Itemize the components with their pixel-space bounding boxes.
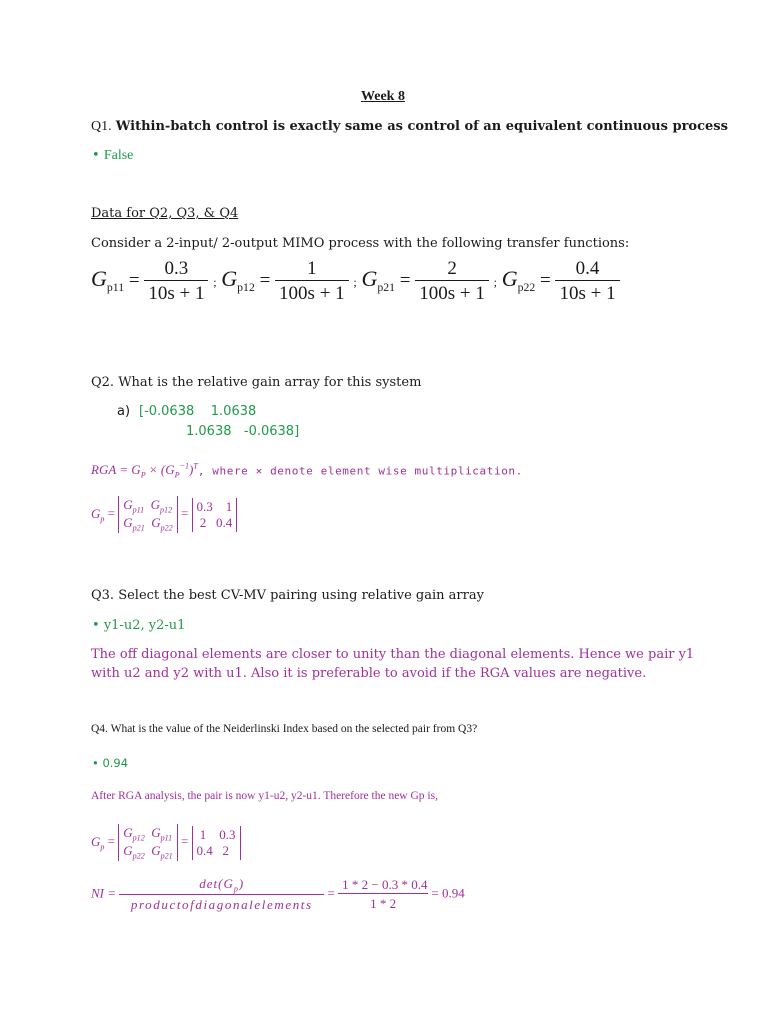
ni-fraction: $\frac{\det(G_p)}{\text{productofdiagonalelements}}$ (119, 876, 324, 913)
ni-result: = 0.94 (431, 885, 465, 901)
answer-text: False (103, 148, 134, 163)
question-4-explanation: After RGA analysis, the pair is now y1-u2, y2-u1. Therefore the new Gp is, (91, 790, 438, 802)
option-a-label: a) (117, 404, 131, 419)
question-3: Q3. Select the best CV-MV pairing using relative gain array (91, 588, 484, 603)
tf-gp11: $G_{p11}$ = $\frac{0.3}{10s + 1}$ (91, 270, 213, 291)
question-1-answer (92, 148, 133, 164)
new-gp-symbol-matrix: $G_{p12}$ $G_{p11}$ $G_{p22}$ $G_{p21}$ (118, 824, 177, 861)
rga-note: , where × denote element wise multiplication. (197, 464, 523, 478)
question-3-explanation-line2: with u2 and y2 with u1. Also it is preferable to avoid if the RGA values are negative. (91, 666, 647, 681)
intro-text: Consider a 2-input/ 2-output MIMO process with the following transfer functions: (91, 236, 630, 251)
question-1 (91, 119, 728, 135)
bullet-icon: • (92, 148, 100, 163)
new-gp-value-matrix: 1 0.3 0.4 2 (192, 826, 241, 860)
rga-formula: RGA = $G_P \times (G_P^{-1})^T$, where × denote element wise multiplication. (91, 462, 523, 480)
ni-equation: NI = $\frac{\det(G_p)}{\text{productofdiagonalelements}}$ = $\frac{1 * 2 - 0.3 * 0.4}{1 * 2}$ = 0.94 (91, 876, 465, 912)
tf-separator: ; (353, 274, 357, 289)
question-3-answer (92, 618, 185, 633)
new-gp-matrix-equation: $G_p$ = $G_{p12}$ $G_{p11}$ $G_{p22}$ $G_{p21}$ = 1 0.3 0.4 2 (91, 824, 241, 861)
question-3-explanation-line1: The off diagonal elements are closer to unity than the diagonal elements. Hence we pair y1 (91, 647, 695, 662)
page-title: Week 8 (361, 89, 405, 104)
question-1-label: Q1. (91, 119, 112, 134)
answer-text: y1-u2, y2-u1 (103, 618, 186, 633)
transfer-functions (91, 258, 620, 305)
tf-separator: ; (213, 274, 217, 289)
rga-answer-row2: 1.0638 -0.0638] (186, 424, 300, 439)
answer-text: 0.94 (102, 756, 129, 770)
ni-value-fraction: $\frac{1 * 2 - 0.3 * 0.4}{1 * 2}$ (338, 877, 428, 912)
tf-gp12: $G_{p12}$ = $\frac{1}{100s + 1}$ (221, 270, 353, 291)
bullet-icon: • (92, 756, 99, 770)
gp-value-matrix: 0.3 1 2 0.4 (192, 498, 238, 532)
question-4-answer (92, 756, 128, 770)
question-1-text: Within-batch control is exactly same as control of an equivalent continuous process (115, 119, 728, 134)
tf-separator: ; (493, 274, 497, 289)
data-heading: Data for Q2, Q3, & Q4 (91, 206, 239, 221)
rga-answer-row1: [-0.0638 1.0638 (139, 404, 257, 419)
gp-symbol-matrix: $G_{p11}$ $G_{p12}$ $G_{p21}$ $G_{p22}$ (118, 496, 177, 533)
question-2: Q2. What is the relative gain array for this system (91, 375, 422, 390)
tf-gp22: $G_{p22}$ = $\frac{0.4}{10s + 1}$ (502, 270, 620, 291)
bullet-icon: • (92, 618, 100, 633)
ni-label: NI = (91, 885, 117, 901)
gp-matrix-equation: $G_p$ = $G_{p11}$ $G_{p12}$ $G_{p21}$ $G_{p22}$ = 0.3 1 2 0.4 (91, 496, 237, 533)
question-4: Q4. What is the value of the Neiderlinski Index based on the selected pair from Q3? (91, 723, 478, 735)
tf-gp21: $G_{p21}$ = $\frac{2}{100s + 1}$ (362, 270, 494, 291)
